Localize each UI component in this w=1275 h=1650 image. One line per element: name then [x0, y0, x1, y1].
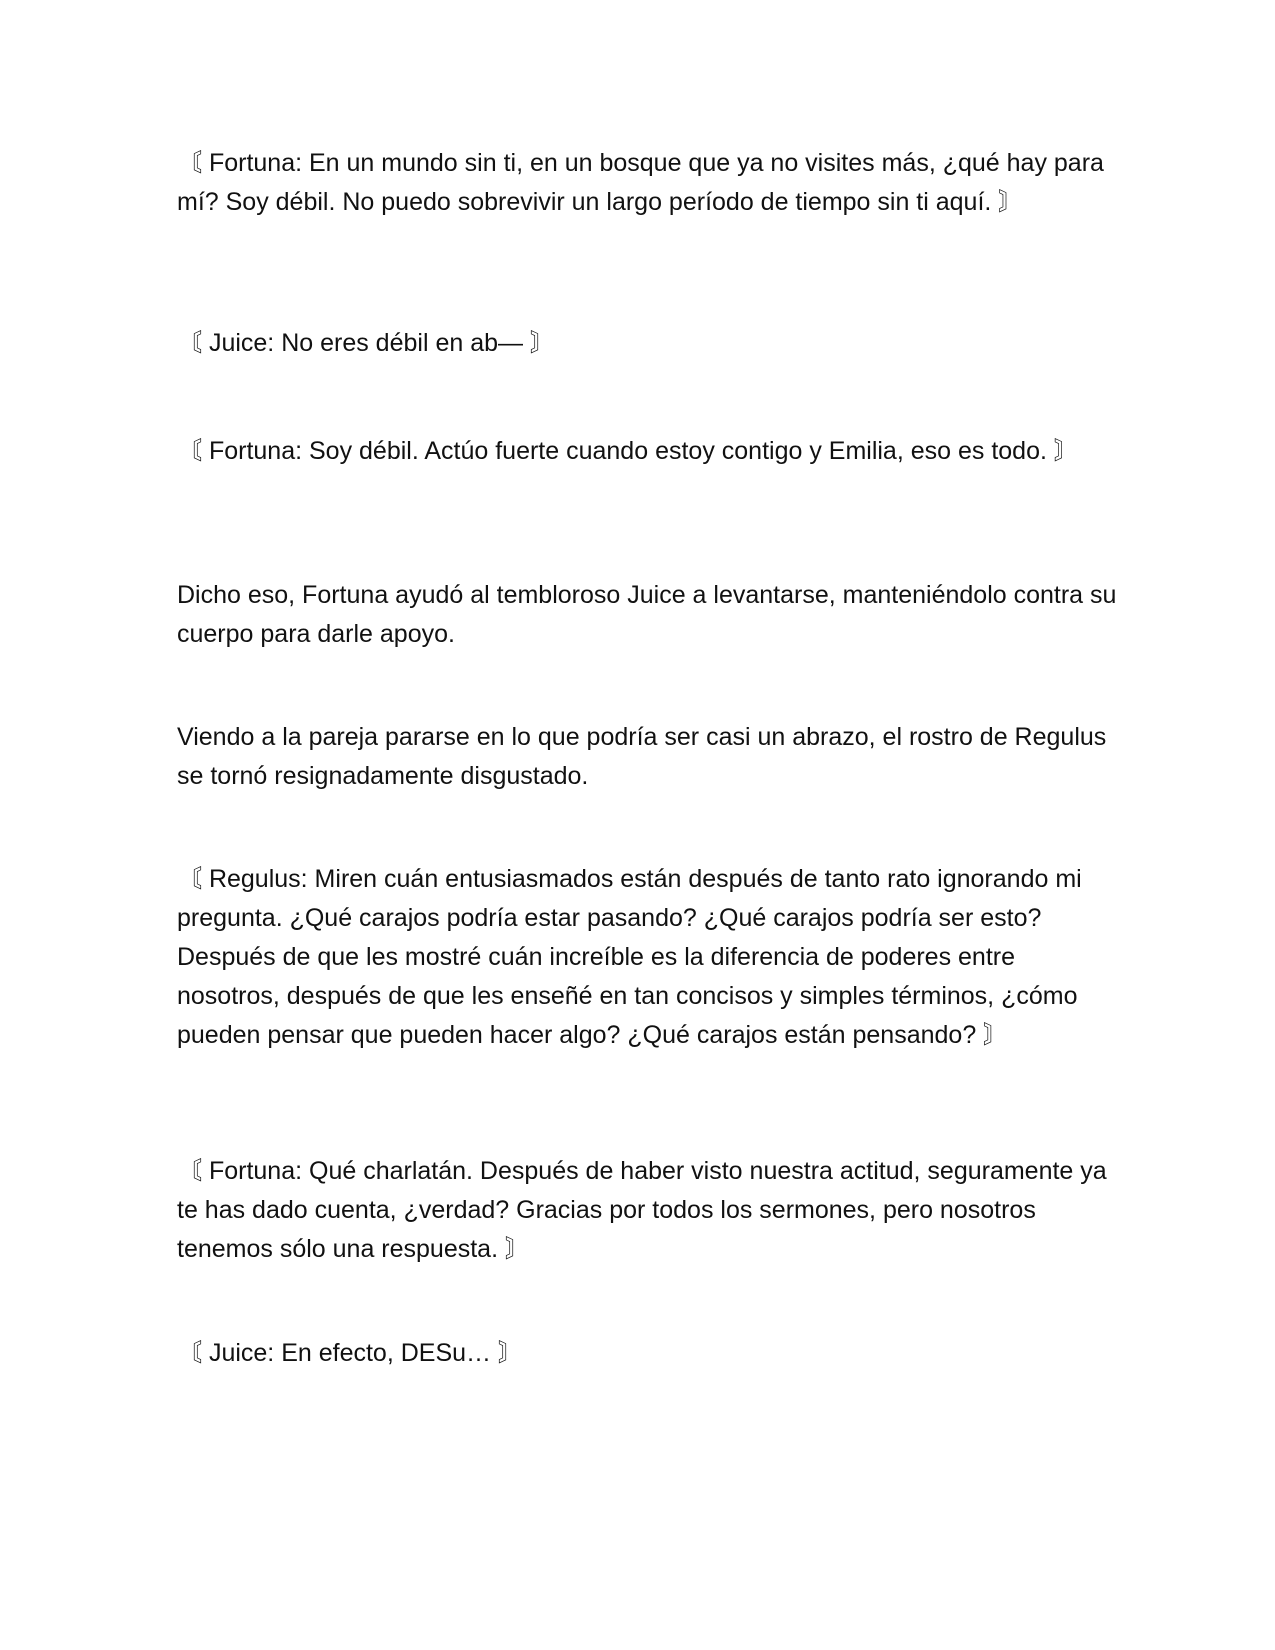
- paragraph-fortuna-1: 〘 Fortuna: En un mundo sin ti, en un bosque que ya no visites más, ¿qué hay para mí? Soy débil. No puedo sobrevivir un largo período de tiempo sin ti aquí. 〙: [177, 149, 1104, 216]
- paragraph-narration-2: Viendo a la pareja pararse en lo que podría ser casi un abrazo, el rostro de Regulus se tornó resignadamente disgustado.: [177, 723, 1107, 790]
- paragraph-fortuna-2: 〘 Fortuna: Soy débil. Actúo fuerte cuando estoy contigo y Emilia, eso es todo. 〙: [177, 437, 1079, 465]
- paragraph-juice-2: 〘 Juice: En efecto, DESu… 〙: [177, 1339, 523, 1367]
- paragraph-regulus-1: 〘 Regulus: Miren cuán entusiasmados están después de tanto rato ignorando mi pregunta. ¿Qué carajos podría estar pasando? ¿Qué carajos podría ser esto? Después de que les mostré cuán increíble es la diferencia de poderes entre nosotros, después de que les enseñé en tan concisos y simples términos, ¿cómo pueden pensar que pueden hacer algo? ¿Qué carajos están pensando? 〙: [177, 865, 1082, 1049]
- paragraph-narration-1: Dicho eso, Fortuna ayudó al tembloroso Juice a levantarse, manteniéndolo contra su cuerpo para darle apoyo.: [177, 581, 1117, 648]
- paragraph-fortuna-3: 〘 Fortuna: Qué charlatán. Después de haber visto nuestra actitud, seguramente ya te has dado cuenta, ¿verdad? Gracias por todos los sermones, pero nosotros tenemos sólo una respuesta. 〙: [177, 1157, 1107, 1263]
- paragraph-juice-1: 〘 Juice: No eres débil en ab— 〙: [177, 329, 555, 357]
